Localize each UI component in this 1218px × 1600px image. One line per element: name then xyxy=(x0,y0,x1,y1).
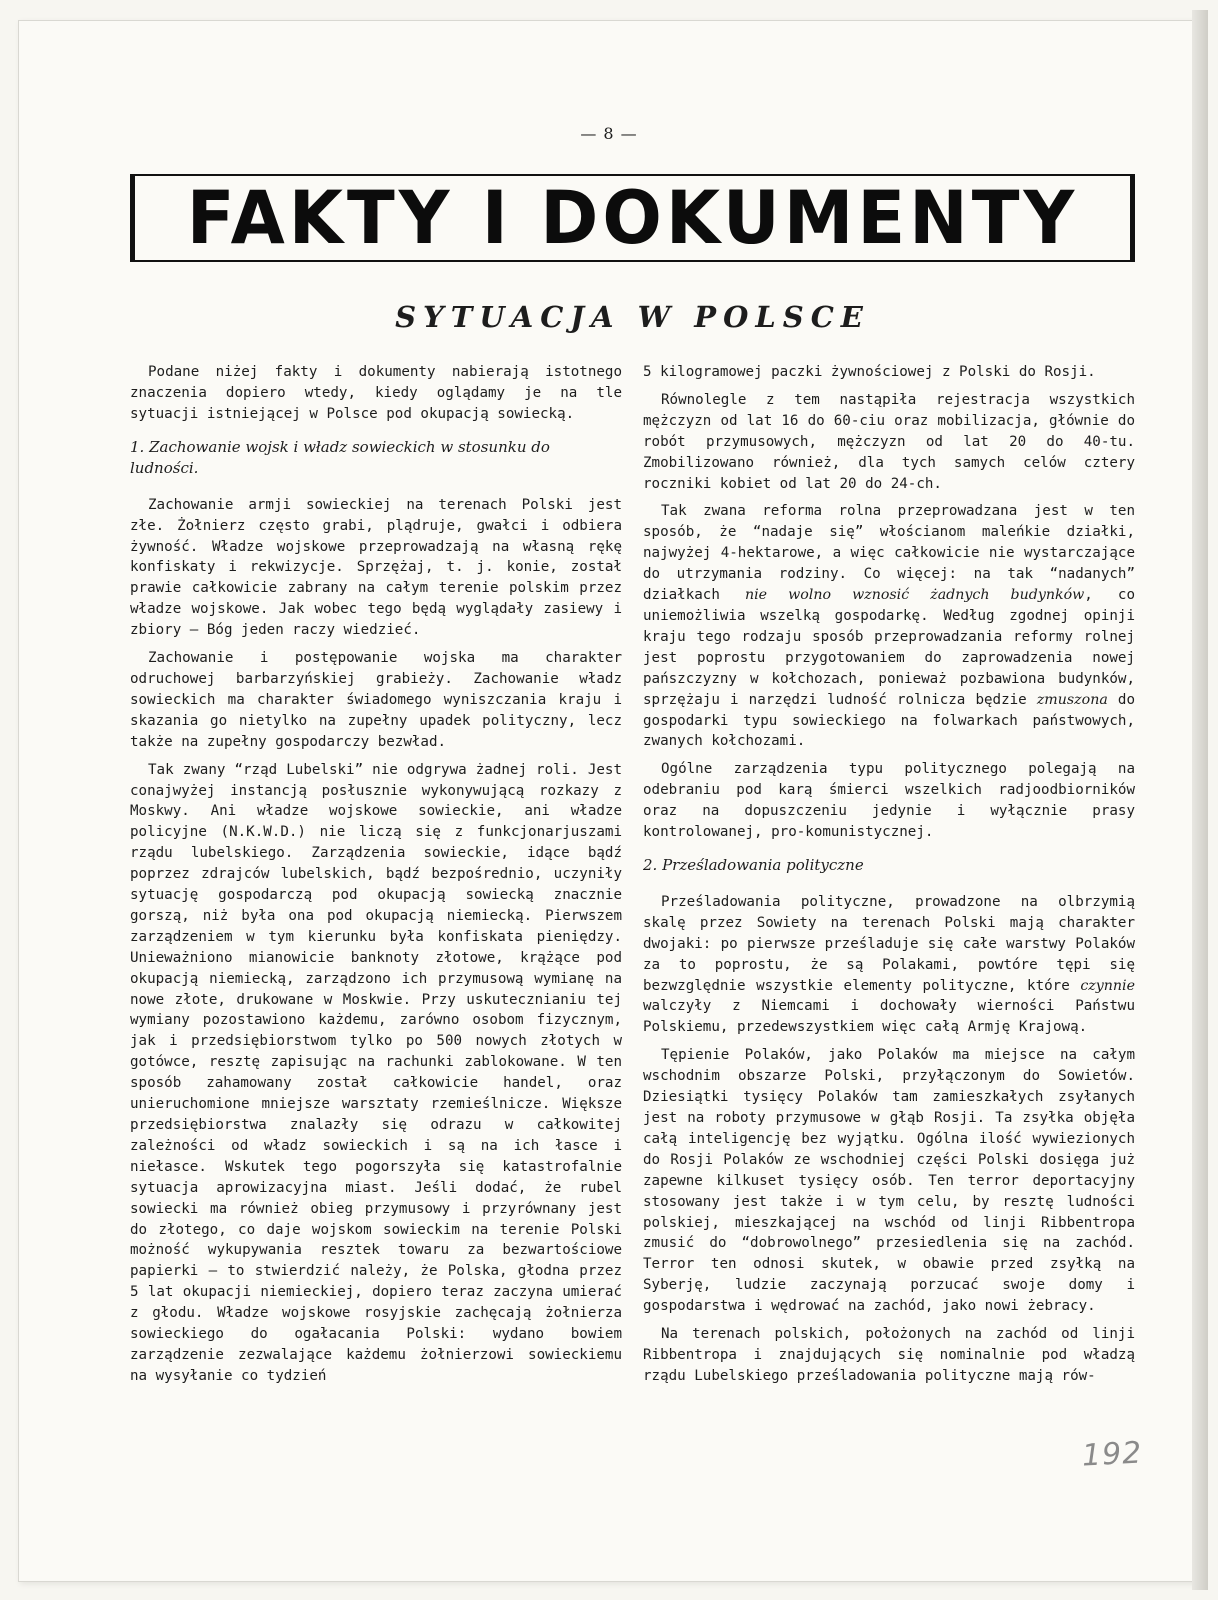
page-number: — 8 — xyxy=(580,124,638,143)
text-run: , co uniemożliwia wszelką gospodarkę. Według zgodnej opinji kraju tego rodzaju sposób przeprowadzania reformy rolnej jest poprostu przygotowaniem do zaprowadzenia nowej pańszczyzny w kołchozach, ponieważ pozbawiona budynków, sprzężaju i narzędzi ludność rolnicza będzie xyxy=(643,587,1136,708)
masthead-title: FAKTY I DOKUMENTY xyxy=(186,174,1079,262)
paragraph: Ogólne zarządzenia typu politycznego polegają na odebraniu pod karą śmierci wszelkich radjoodbiorników oraz na dopuszczeniu jedynie i wyłącznie prasy kontrolowanej, pro-komunistycznej. xyxy=(643,761,1135,841)
subheading: 2. Prześladowania polityczne xyxy=(643,855,864,874)
paragraph: Równolegle z tem nastąpiła rejestracja wszystkich mężczyzn od lat 16 do 60-ciu oraz mobilizacja, głównie do robót przymusowych, mężczyzn od lat 20 do 40-tu. Zmobilizowano również, dla tych samych celów cztery roczniki kobiet od lat 20 do 24-ch. xyxy=(643,391,1135,492)
paragraph: Zachowanie i postępowanie wojska ma charakter odruchowej barbarzyńskiej grabieży. Zachowanie władz sowieckich ma charakter świadomego wyniszczania kraju i skazania go nietylko na zupełny upadek polityczny, lecz także na zupełny gospodarczy bezwład. xyxy=(130,650,622,750)
text-run: Prześladowania polityczne, prowadzone na olbrzymią skalę przez Sowiety na terenach Polski mają charakter dwojaki: po pierwsze prześladuje się całe warstwy Polaków za to poprostu, że są Polakami, powtóre tępi się bezwzględnie wszystkie elementy polityczne, które xyxy=(643,893,1135,994)
text-run: do gospodarki typu sowieckiego na folwarkach państwowych, zwanych kołchozami. xyxy=(643,691,1135,750)
paragraph: Tępienie Polaków, jako Polaków ma miejsce na całym wschodnim obszarze Polski, przyłączonym do Sowietów. Dziesiątki tysięcy Polaków tam zamieszkałych zsyłanych jest na roboty przymusowe w głąb Rosji. Ta zsyłka objęła całą inteligencję bez wyjątku. Ogólna ilość wywiezionych do Rosji Polaków ze wschodniej części Polski dosięga już zapewne kilkuset tysięcy osób. Ten terror deportacyjny stosowany jest także i w tym celu, by resztę ludności polskiej, mieszkającej na wschód od linji Ribbentropa zmusić do “dobrowolnego” przesiedlenia się na zachód. Terror ten odnosi skutek, w obawie przed zsyłką na Syberję, ludzie zaczynają porzucać swoje domy i gospodarstwa i wędrować na zachód, jako nowi żebracy. xyxy=(643,1047,1135,1315)
paragraph: Tak zwany “rząd Lubelski” nie odgrywa żadnej roli. Jest conajwyżej instancją posłusznie wykonywującą rozkazy z Moskwy. Ani władze wojskowe sowieckie, ani władze policyjne (N.K.W.D.) nie liczą się z funkcjonarjuszami rządu lubelskiego. Zarządzenia sowieckie, idące bądź poprzez zdrajców lubelskich, bądź bezpośrednio, uczyniły sytuację gospodarczą pod okupacją sowiecką znacznie gorszą, niż była ona pod okupacją niemiecką. Pierwszem zarządzeniem w tym kierunku była konfiskata pieniędzy. Unieważniono mianowicie banknoty złotowe, krążące pod okupacją niemiecką, zarządzono ich przymusową wymianę na nowe złote, drukowane w Moskwie. Przy uskutecznianiu tej wymiany pozostawiono każdemu, zarówno osobom fizycznym, jak i przedsiębiorstwom tylko po 500 nowych złotych w gotówce, resztę zapisując na rachunki zablokowane. W ten sposób zahamowany został całkowicie handel, oraz unieruchomione mniejsze warsztaty rzemieślnicze. Większe przedsiębiorstwa znalazły się odrazu w całkowitej zależności od władz sowieckich i są na ich łasce i niełasce. Wskutek tego pogorszyła się katastrofalnie sytuacja aprowizacyjna miast. Jeśli dodać, że rubel sowiecki ma również obieg przymusowy i przyrównany jest do złotego, co daje wojskom sowieckim na terenie Polski możność wykupywania resztek towaru za bezwartościowe papierki — to stwierdzić należy, że Polska, głodna przez 5 lat okupacji niemieckiej, dopiero teraz zaczyna umierać z głodu. Władze wojskowe rosyjskie zachęcają żołnierza sowieckiego do ogałacania Polski: wydano bowiem zarządzenie zezwalające każdemu żołnierzowi sowieckiemu na wysyłanie co tydzień xyxy=(130,761,622,1384)
right-column xyxy=(643,362,1135,1394)
paragraph xyxy=(643,892,1135,1038)
emphasis: czynnie xyxy=(1080,977,1135,994)
paragraph-continuation: 5 kilogramowej paczki żywnościowej z Polski do Rosji. xyxy=(643,364,1096,380)
paragraph: Na terenach polskich, położonych na zachód od linji Ribbentropa i znajdujących się nominalnie pod władzą rządu Lubelskiego prześladowania polityczne mają rów- xyxy=(643,1326,1135,1384)
masthead-box xyxy=(130,174,1135,262)
page-edge-shadow xyxy=(1192,10,1208,1590)
handwritten-page-number: 192 xyxy=(1081,1435,1144,1474)
subheading: 1. Zachowanie wojsk i władz sowieckich w stosunku do ludności. xyxy=(130,437,550,477)
left-column xyxy=(130,362,622,1394)
emphasis: nie wolno wznosić żadnych budynków xyxy=(744,587,1085,604)
text-run: walczyły z Niemcami i dochowały wierności Państwu Polskiemu, przedewszystkiem więc całą Armję Krajową. xyxy=(643,998,1135,1036)
emphasis: zmuszona xyxy=(1036,691,1108,708)
paragraph xyxy=(643,501,1135,752)
paragraph: Podane niżej fakty i dokumenty nabierają istotnego znaczenia dopiero wtedy, kiedy oglądamy je na tle sytuacji istniejącej w Polsce pod okupacją sowiecką. xyxy=(130,364,622,422)
section-title: SYTUACJA W POLSCE xyxy=(395,300,870,334)
paragraph: Zachowanie armji sowieckiej na terenach Polski jest złe. Żołnierz często grabi, plądruje, gwałci i odbiera żywność. Władze wojskowe przeprowadzają na własną rękę konfiskaty i rekwizycje. Sprzężaj, t. j. konie, został prawie całkowicie zabrany na całym terenie polskim przez władze wojskowe. Jak wobec tego będą wyglądały zasiewy i zbiory — Bóg jeden raczy wiedzieć. xyxy=(130,496,622,639)
text-run: Tak zwana reforma rolna przeprowadzana jest w ten sposób, że “nadaje się” włościanom maleńkie działki, najwyżej 4-hektarowe, a więc całkowicie nie wystarczające do utrzymania rodziny. Co więcej: na tak “nadanych” działkach xyxy=(643,503,1135,604)
